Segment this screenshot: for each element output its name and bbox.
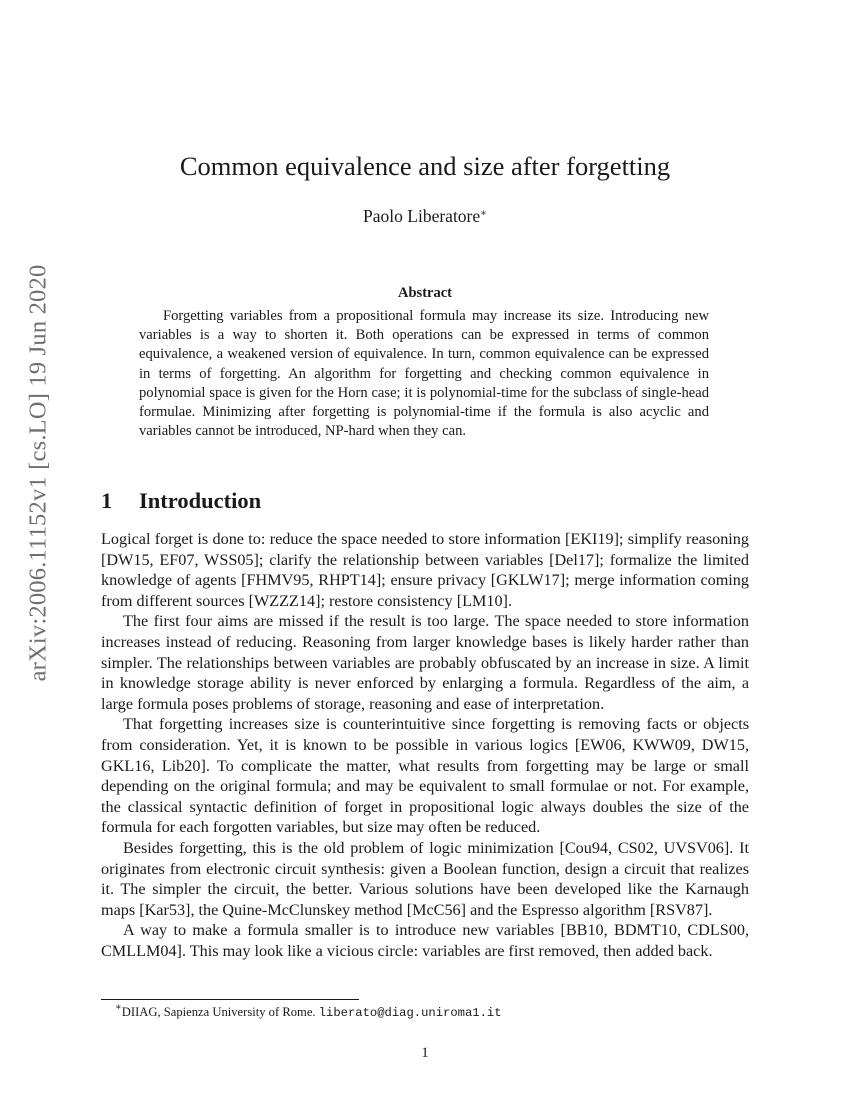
abstract-text: Forgetting variables from a propositional formula may increase its size. Introducing new variables is a way to shorten it. Both operations can be expressed in terms of common equivalence, a weakened version of equivalence. In turn, common equivalence can be expressed in terms of forgetting. An algorithm for forgetting and checking common equivalence in polynomial space is given for the Horn case; it is polynomial-time for the subclass of single-head formulae. Minimizing after forgetting is polynomial-time if the formula is also acyclic and variables cannot be introduced, NP-hard when they can. <box>139 308 709 440</box>
arxiv-identifier <box>18 264 58 682</box>
author-name: Paolo Liberatore <box>363 206 481 226</box>
section-heading <box>101 486 261 516</box>
footnote-affiliation: DIIAG, Sapienza University of Rome. <box>121 1005 319 1019</box>
abstract-heading: Abstract <box>398 285 452 301</box>
paragraph: Logical forget is done to: reduce the space needed to store information [EKI19]; simplify reasoning [DW15, EF07, WSS05]; clarify the relationship between variables [Del17]; formalize the limited knowledge of agents [FHMV95, RHPT14]; ensure privacy [GKLW17]; merge information coming from different sources [WZZZ14]; restore consistency [LM10]. <box>101 530 749 610</box>
footnote-email: liberato@diag.uniroma1.it <box>318 1006 502 1020</box>
author-line <box>0 204 850 228</box>
section-title: Introduction <box>139 488 262 513</box>
arxiv-identifier-text: arXiv:2006.11152v1 [cs.LO] 19 Jun 2020 <box>24 264 52 682</box>
section-number: 1 <box>101 488 113 513</box>
paragraph: That forgetting increases size is counterintuitive since forgetting is removing facts or objects from consideration. Yet, it is known to be possible in various logics [EW06, KWW09, DW15, GKL16, Lib20]. To complicate the matter, what results from forgetting may be large or small depending on the original formula; and may be equivalent to small formulae or not. For example, the classical syntactic definition of forget in propositional logic always doubles the size of the formula for each forgotten variables, but size may often be reduced. <box>101 715 749 837</box>
paragraph: A way to make a formula smaller is to introduce new variables [BB10, BDMT10, CDLS00, CMLLM04]. This may look like a vicious circle: variables are first removed, then added back. <box>101 921 749 960</box>
footnote-mark: ∗ <box>115 1002 122 1013</box>
paragraph: The first four aims are missed if the result is too large. The space needed to store information increases instead of reducing. Reasoning from larger knowledge bases is likely harder rather than simpler. The relationships between variables are probably obfuscated by an increase in size. A limit in knowledge storage ability is never enforced by enlarging a formula. Regardless of the aim, a large formula poses problems of storage, reasoning and ease of interpretation. <box>101 612 749 713</box>
body-text <box>101 529 749 961</box>
page-number: 1 <box>421 1045 429 1061</box>
paragraph: Besides forgetting, this is the old problem of logic minimization [Cou94, CS02, UVSV06]. It originates from electronic circuit synthesis: given a Boolean function, design a circuit that realizes it. The simpler the circuit, the better. Various solutions have been developed like the Karnaugh maps [Kar53], the Quine-McClunskey method [McC56] and the Espresso algorithm [RSV87]. <box>101 838 749 919</box>
footnote <box>101 1003 502 1022</box>
footnote-rule <box>101 999 359 1000</box>
author-footnote-mark: ∗ <box>480 208 487 219</box>
paper-title: Common equivalence and size after forgetting <box>179 151 671 181</box>
